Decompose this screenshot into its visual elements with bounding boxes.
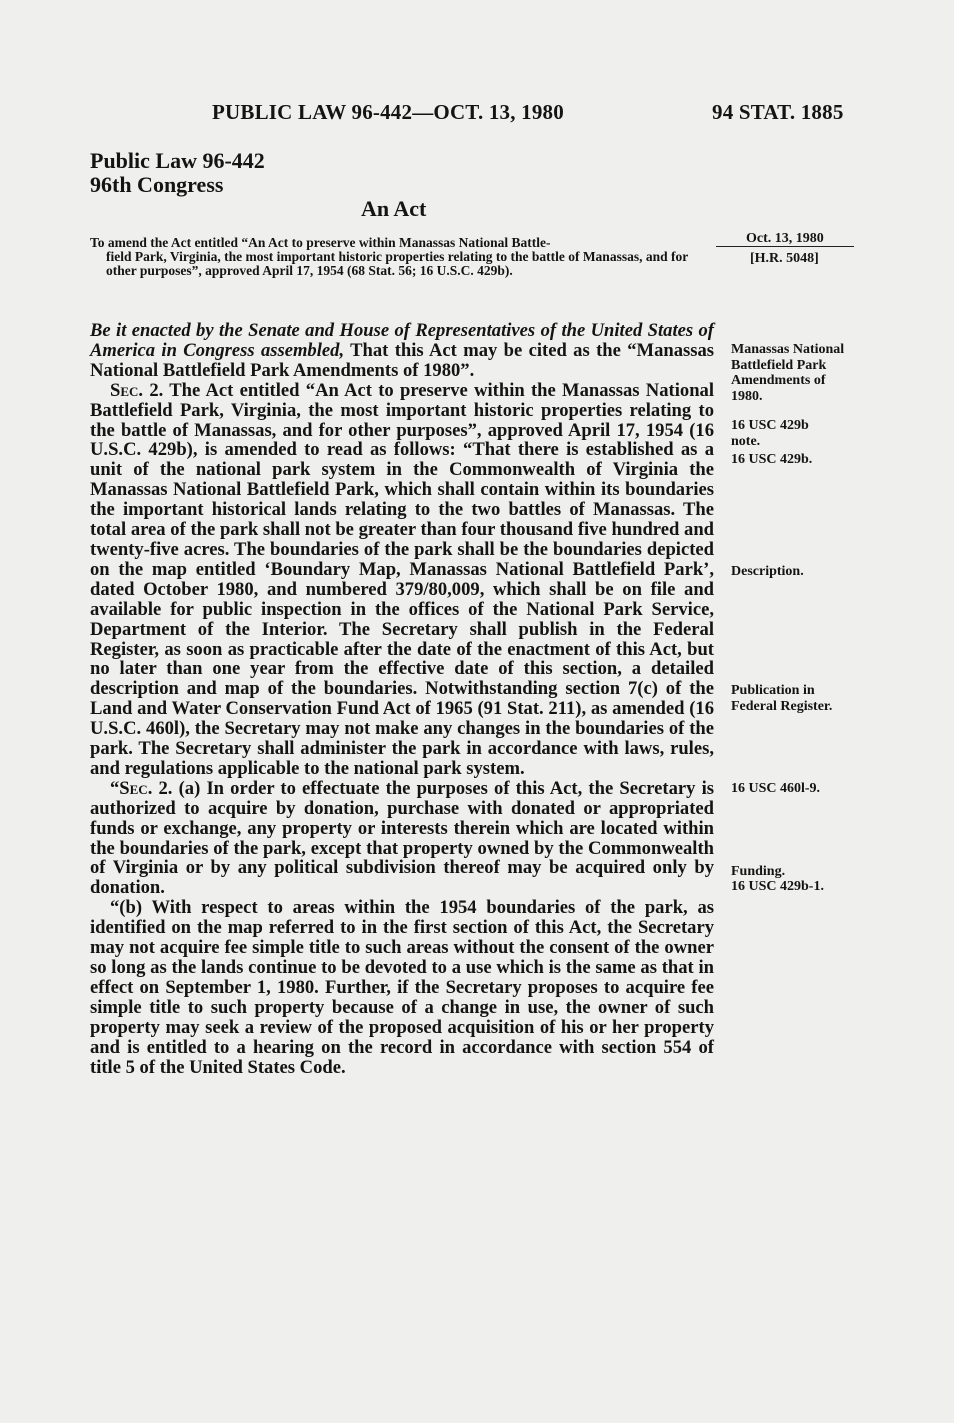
running-header-left: PUBLIC LAW 96-442—OCT. 13, 1980 (212, 100, 564, 124)
act-body (90, 321, 714, 1077)
bill-number: [H.R. 5048] (750, 251, 819, 266)
section-2b-paragraph: “(b) With respect to areas within the 1954 boundaries of the park, as identified on the map referred to in the first section of this Act, the Secretary may not acquire fee simple title to such areas without the consent of the owner so long as the lands continue to be devoted to a use which is the same as that in effect on September 1, 1980. Further, if the Secretary proposes to acquire fee simple title to such property because of a change in use, the owner of such property may seek a review of the proposed acquisition of his or her property and is entitled to a hearing on the record in accordance with section 554 of title 5 of the United States Code. (90, 897, 714, 1078)
act-purpose-continuation: field Park, Virginia, the most important historic properties relating to the battle of Manassas, and for other purposes”, approved April 17, 1954 (68 Stat. 56; 16 U.S.C. 429b). (106, 248, 688, 278)
act-purpose-line-1: To amend the Act entitled “An Act to preserve within Manassas National Battle- (90, 235, 551, 250)
enactment-date: Oct. 13, 1980 (746, 231, 824, 246)
act-purpose (90, 236, 715, 277)
running-header-right: 94 STAT. 1885 (712, 100, 844, 124)
short-title-text: That this Act may be cited as the “Manassas National Battlefield Park Amendments of 1980”. (90, 339, 715, 381)
section-2-paragraph (90, 381, 714, 779)
public-law-number: Public Law 96-442 (90, 148, 265, 173)
margin-note-short-title: Manassas National Battlefield Park Amendments of 1980. (731, 342, 845, 404)
section-2-label: Sec. 2. (110, 379, 164, 401)
act-heading: An Act (361, 196, 427, 221)
section-2a-paragraph (90, 779, 714, 898)
congress-number: 96th Congress (90, 172, 224, 197)
margin-note-usc-429b: 16 USC 429b. (731, 452, 813, 467)
margin-note-usc-429b-note: 16 USC 429b note. (731, 418, 809, 449)
enacting-paragraph (90, 321, 714, 381)
margin-note-funding: Funding. (731, 864, 786, 879)
section-2-text: The Act entitled “An Act to preserve within the Manassas National Battlefield Park, Virginia, the most important historic properties relating to the battle of Manassas, and for other purposes”, approved April 17, 1954 (16 U.S.C. 429b), is amended to read as follows: “That there is established as a unit of the national park system in the Commonwealth of Virginia the Manassas National Battlefield Park, which shall contain within its boundaries the important historical lands relating to the two battles of Manassas. The total area of the park shall not be greater than four thousand five hundred and twenty-five acres. The boundaries of the park shall be the boundaries depicted on the map entitled ‘Boundary Map, Manassas National Battlefield Park’, dated October 1980, and numbered 379/80,009, which shall be on file and available for public inspection in the offices of the National Park Service, Department of the Interior. The Secretary shall publish in the Federal Register, as soon as practicable after the date of the enactment of this Act, but no later than one year from the effective date of this section, a detailed description and map of the boundaries. Notwithstanding section 7(c) of the Land and Water Conservation Fund Act of 1965 (91 Stat. 211), as amended (16 U.S.C. 460l), the Secretary may not make any changes in the boundaries of the park. The Secretary shall administer the park in accordance with laws, rules, and regulations applicable to the national park system. (90, 379, 714, 779)
margin-note-usc-460: 16 USC 460l-9. (731, 781, 821, 796)
margin-note-description: Description. (731, 564, 804, 579)
margin-note-usc-429b-1: 16 USC 429b-1. (731, 879, 824, 894)
enacting-clause: Be it enacted by the Senate and House of Representatives of the United States of America in Congress assembled, (90, 320, 714, 361)
section-2a-text: (a) In order to effectuate the purposes of this Act, the Secretary is authorized to acquire by donation, purchase with donated or appropriated funds or exchange, any property or interests therein which are located within the boundaries of the park, except that property owned by the Commonwealth of Virginia or by any political subdivision thereof may be acquired only by donation. (90, 777, 714, 899)
sidebar-rule (716, 246, 854, 247)
section-2a-label: “Sec. 2. (110, 777, 173, 799)
margin-note-publication: Publication in Federal Register. (731, 683, 833, 714)
